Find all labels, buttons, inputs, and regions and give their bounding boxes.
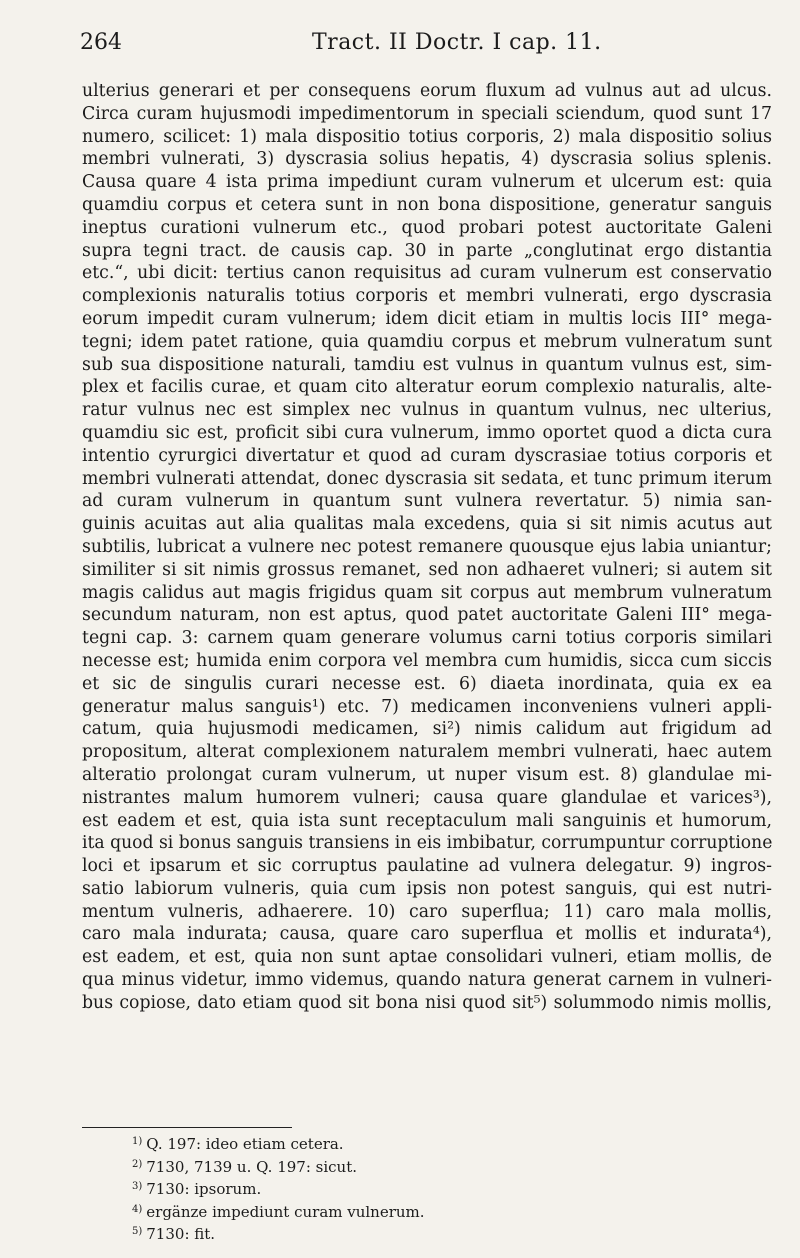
- footnote-text: ergänze impediunt curam vulnerum.: [146, 1202, 425, 1221]
- body-line: membri vulnerati attendat, donec dyscrasia sit sedata, et tunc primum iterum: [82, 468, 772, 489]
- body-line: est eadem et est, quia ista sunt receptaculum mali sanguinis et humorum,: [82, 810, 772, 831]
- page-header: [80, 30, 770, 62]
- body-line: caro mala indurata; causa, quare caro superflua et mollis et indurata⁴),: [82, 924, 772, 945]
- body-line: eorum impedit curam vulnerum; idem dicit etiam in multis locis III° mega-: [82, 308, 772, 329]
- footnote-text: 7130, 7139 u. Q. 197: sicut.: [146, 1157, 358, 1176]
- body-line: subtilis, lubricat a vulnere nec potest remanere quousque ejus labia uniantur;: [82, 536, 772, 557]
- footnote-text: 7130: fit.: [146, 1225, 216, 1243]
- body-line: alteratio prolongat curam vulnerum, ut nuper visum est. 8) glandulae mi-: [82, 764, 772, 785]
- page-number: 264: [80, 30, 122, 55]
- footnote-text: Q. 197: ideo etiam cetera.: [146, 1135, 344, 1153]
- body-line: est eadem, et est, quia non sunt aptae consolidari vulneri, etiam mollis, de: [82, 947, 772, 968]
- footnote: [132, 1155, 592, 1178]
- footnote: [132, 1222, 592, 1245]
- body-line: guinis acuitas aut alia qualitas mala excedens, quia si sit nimis acutus aut: [82, 514, 772, 535]
- body-line: Causa quare 4 ista prima impediunt curam vulnerum et ulcerum est: quia: [82, 172, 772, 193]
- footnote-mark: 2): [132, 1158, 143, 1170]
- footnote-mark: 3): [132, 1181, 143, 1192]
- footnote-rule: [82, 1127, 292, 1128]
- body-line: membri vulnerati, 3) dyscrasia solius hepatis, 4) dyscrasia solius splenis.: [82, 149, 772, 170]
- body-line: quamdiu corpus et cetera sunt in non bona dispositione, generatur sanguis: [82, 194, 772, 215]
- footnote: [132, 1132, 592, 1155]
- body-line: plex et facilis curae, et quam cito alteratur eorum complexio naturalis, alte-: [82, 377, 772, 398]
- body-line: ratur vulnus nec est simplex nec vulnus in quantum vulnus, nec ulterius,: [82, 400, 772, 421]
- footnote-mark: 4): [132, 1203, 143, 1215]
- body-line: satio labiorum vulneris, quia cum ipsis non potest sanguis, qui est nutri-: [82, 878, 772, 899]
- body-line: Circa curam hujusmodi impedimentorum in speciali sciendum, quod sunt 17: [82, 103, 772, 124]
- body-line: sub sua dispositione naturali, tamdiu est vulnus in quantum vulnus est, sim-: [82, 354, 772, 375]
- body-line: magis calidus aut magis frigidus quam sit corpus aut membrum vulneratum: [82, 582, 772, 603]
- body-line: tegni cap. 3: carnem quam generare volumus carni totius corporis similari: [82, 628, 772, 649]
- body-line: generatur malus sanguis¹) etc. 7) medicamen inconveniens vulneri appli-: [82, 696, 772, 717]
- body-line: secundum naturam, non est aptus, quod patet auctoritate Galeni III° mega-: [82, 605, 772, 626]
- footnote-mark: 1): [132, 1136, 143, 1147]
- body-text: [82, 80, 772, 1015]
- body-line: qua minus videtur, immo videmus, quando natura generat carnem in vulneri-: [82, 970, 772, 991]
- running-head: Tract. II Doctr. I cap. 11.: [312, 30, 602, 55]
- body-line: nistrantes malum humorem vulneri; causa quare glandulae et varices³),: [82, 787, 772, 808]
- body-line: mentum vulneris, adhaerere. 10) caro superflua; 11) caro mala mollis,: [82, 901, 772, 922]
- body-line: tegni; idem patet ratione, quia quamdiu corpus et mebrum vulneratum sunt: [82, 331, 772, 352]
- body-line: numero, scilicet: 1) mala dispositio totius corporis, 2) mala dispositio solius: [82, 126, 772, 147]
- body-line: ita quod si bonus sanguis transiens in eis imbibatur, corrumpuntur corruptione: [82, 833, 773, 854]
- footnote-mark: 5): [132, 1226, 143, 1237]
- body-line: similiter si sit nimis grossus remanet, sed non adhaeret vulneri; si autem sit: [82, 559, 772, 580]
- body-line: bus copiose, dato etiam quod sit bona nisi quod sit⁵) solummodo nimis mollis,: [82, 992, 772, 1013]
- footnote: [132, 1177, 592, 1200]
- body-line: supra tegni tract. de causis cap. 30 in parte „conglutinat ergo distantia: [82, 240, 772, 261]
- body-line: etc.“, ubi dicit: tertius canon requisitus ad curam vulnerum est conservatio: [82, 263, 772, 284]
- body-line: catum, quia hujusmodi medicamen, si²) nimis calidum aut frigidum ad: [82, 719, 772, 740]
- body-line: propositum, alterat complexionem naturalem membri vulnerati, haec autem: [82, 742, 772, 763]
- body-line: ad curam vulnerum in quantum sunt vulnera revertatur. 5) nimia san-: [82, 491, 772, 512]
- footnote-text: 7130: ipsorum.: [146, 1180, 262, 1198]
- body-line: quamdiu sic est, proficit sibi cura vulnerum, immo oportet quod a dicta cura: [82, 422, 772, 443]
- body-line: ineptus curationi vulnerum etc., quod probari potest auctoritate Galeni: [82, 217, 772, 238]
- body-line: intentio cyrurgici divertatur et quod ad curam dyscrasiae totius corporis et: [82, 445, 772, 466]
- footnotes: [132, 1132, 592, 1245]
- body-line: complexionis naturalis totius corporis et membri vulnerati, ergo dyscrasia: [82, 286, 772, 307]
- body-line: ulterius generari et per consequens eorum fluxum ad vulnus aut ad ulcus.: [82, 81, 772, 101]
- body-line: loci et ipsarum et sic corruptus paulatine ad vulnera delegatur. 9) ingros-: [82, 856, 772, 877]
- body-line: necesse est; humida enim corpora vel membra cum humidis, sicca cum siccis: [82, 650, 772, 671]
- body-line: et sic de singulis curari necesse est. 6) diaeta inordinata, quia ex ea: [82, 673, 772, 694]
- footnote: [132, 1200, 592, 1223]
